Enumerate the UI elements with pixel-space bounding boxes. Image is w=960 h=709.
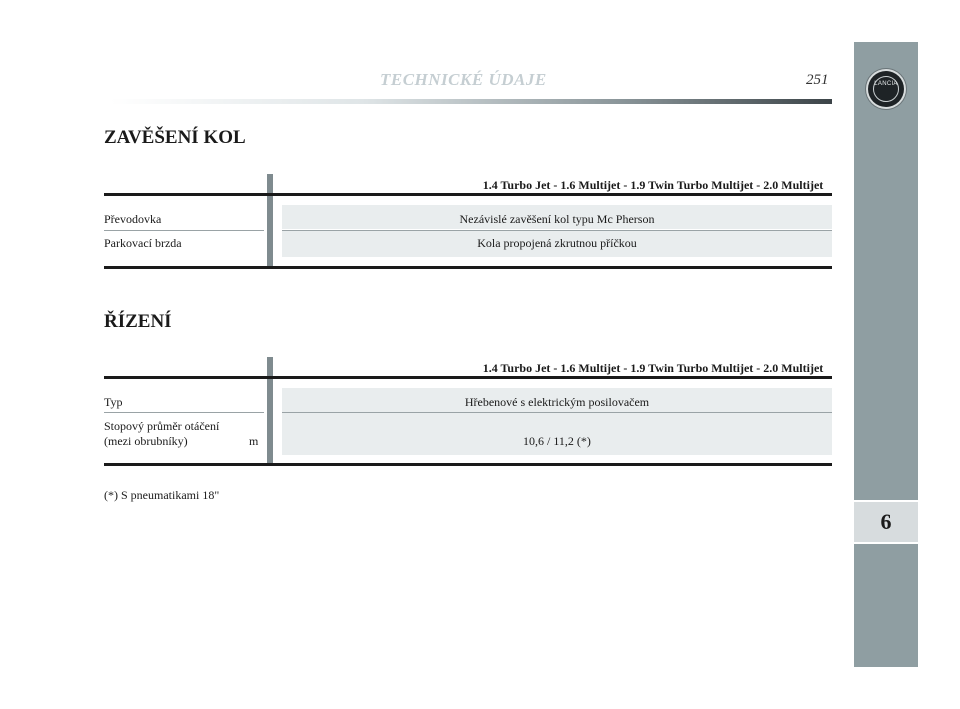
- row-value-parking-brake: Kola propojená zkrutnou příčkou: [477, 236, 637, 250]
- running-header-title: TECHNICKÉ ÚDAJE: [380, 70, 547, 89]
- row-label-parking-brake: Parkovací brzda: [104, 236, 182, 250]
- row-value-turning-diameter: 10,6 / 11,2 (*): [523, 434, 591, 448]
- page-number: 251: [806, 72, 829, 88]
- table-bottom-rule: [104, 463, 832, 466]
- section-title-steering: ŘÍZENÍ: [104, 311, 172, 332]
- table-divider-bar: [267, 357, 273, 465]
- row-label-gearbox: Převodovka: [104, 212, 162, 226]
- row-label-turning-diameter-sub: (mezi obrubníky): [104, 434, 188, 448]
- row-label-type: Typ: [104, 395, 123, 409]
- steering-table: [104, 355, 832, 470]
- logo-ring: [873, 76, 899, 102]
- row-divider: [104, 412, 264, 413]
- chapter-side-tab: [854, 42, 918, 667]
- row-unit: m: [249, 434, 259, 448]
- logo-text: LANCIA: [874, 81, 898, 87]
- row-value-gearbox: Nezávislé zavěšení kol typu Mc Pherson: [459, 212, 655, 226]
- row-label-turning-diameter: Stopový průměr otáčení: [104, 419, 220, 433]
- section-title-suspension: ZAVĚŠENÍ KOL: [104, 127, 246, 148]
- footnote: (*) S pneumatikami 18": [104, 488, 220, 502]
- lancia-logo-icon: [868, 71, 904, 107]
- table-bottom-rule: [104, 266, 832, 269]
- header-rule: [110, 99, 832, 104]
- header-rule-thick: [104, 376, 832, 379]
- chapter-number: 6: [880, 509, 892, 534]
- column-header: 1.4 Turbo Jet - 1.6 Multijet - 1.9 Twin Turbo Multijet - 2.0 Multijet: [482, 178, 824, 192]
- table-divider-bar: [267, 174, 273, 268]
- suspension-table: [104, 172, 832, 272]
- chapter-tab[interactable]: [854, 500, 918, 544]
- column-header: 1.4 Turbo Jet - 1.6 Multijet - 1.9 Twin Turbo Multijet - 2.0 Multijet: [482, 361, 824, 375]
- header-rule-thick: [104, 193, 832, 196]
- row-divider: [104, 230, 264, 231]
- row-value-type: Hřebenové s elektrickým posilovačem: [464, 395, 650, 409]
